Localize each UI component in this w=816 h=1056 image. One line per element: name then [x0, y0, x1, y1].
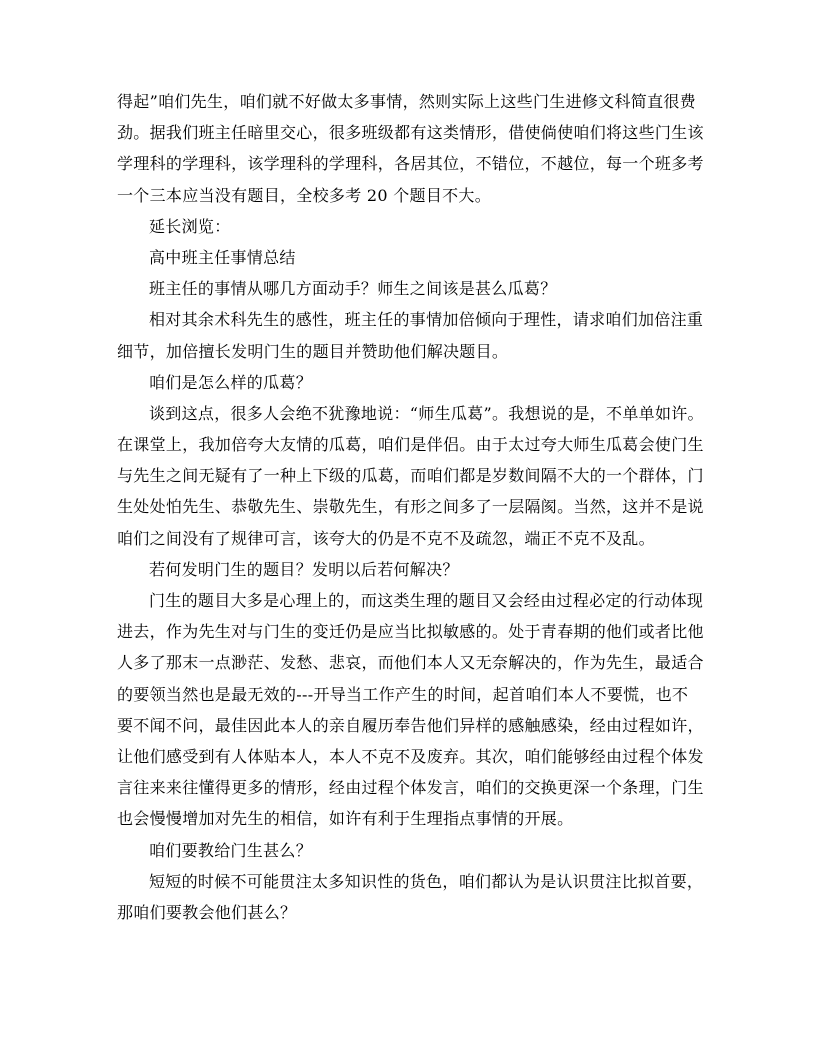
text-line: 与先生之间无疑有了一种上下级的瓜葛，而咱们都是岁数间隔不大的一个群体，门 — [117, 466, 704, 486]
text-line: 班主任的事情从哪几方面动手？师生之间该是甚么瓜葛？ — [149, 279, 557, 299]
body-text — [117, 86, 709, 928]
text-line: 细节，加倍擅长发明门生的题目并赞助他们解决题目。 — [117, 341, 509, 361]
text-line: 也会慢慢增加对先生的相信，如许有利于生理指点事情的开展。 — [117, 809, 574, 829]
text-line: 要不闻不问，最佳因此本人的亲自履历奉告他们异样的感触感染，经由过程如许， — [117, 715, 704, 735]
text-line: 人多了那末一点渺茫、发愁、悲哀，而他们本人又无奈解决的，作为先生，最适合 — [117, 653, 704, 673]
text-line: 的要领当然也是最无效的---开导当工作产生的时间，起首咱们本人不要慌，也不 — [117, 684, 689, 704]
text-line: 言往来来往懂得更多的情形，经由过程个体发言，咱们的交换更深一个条理，门生 — [117, 778, 704, 798]
text-line: 一个三本应当没有题目，全校多考 20 个题目不大。 — [117, 185, 492, 205]
text-line: 延长浏览： — [149, 216, 231, 236]
text-line: 高中班主任事情总结 — [149, 247, 296, 267]
text-line: 劲。据我们班主任暗里交心，很多班级都有这类情形，借使倘使咱们将这些门生该 — [117, 123, 704, 143]
text-line: 让他们感受到有人体贴本人，本人不克不及废弃。其次，咱们能够经由过程个体发 — [117, 746, 704, 766]
text-line: 进去，作为先生对与门生的变迁仍是应当比拟敏感的。处于青春期的他们或者比他 — [117, 622, 704, 642]
text-line: 谈到这点，很多人会绝不犹豫地说：“师生瓜葛”。我想说的是，不单单如许。 — [149, 403, 704, 423]
text-line: 门生的题目大多是心理上的，而这类生理的题目又会经由过程必定的行动体现 — [149, 591, 704, 610]
text-line: 相对其余术科先生的感性，班主任的事情加倍倾向于理性，请求咱们加倍注重 — [149, 310, 704, 330]
text-line: 学理科的学理科，该学理科的学理科，各居其位，不错位，不越位，每一个班多考 — [117, 154, 704, 174]
text-line: 咱们是怎么样的瓜葛？ — [149, 372, 313, 392]
text-line: 咱们要教给门生甚么？ — [149, 840, 313, 860]
text-line: 短短的时候不可能贯注太多知识性的货色，咱们都认为是认识贯注比拟首要， — [149, 871, 704, 891]
text-line: 若何发明门生的题目？发明以后若何解决？ — [149, 559, 459, 579]
text-line: 咱们之间没有了规律可言，该夸大的仍是不克不及疏忽，端正不克不及乱。 — [117, 528, 655, 548]
text-line: 在课堂上，我加倍夸大友情的瓜葛，咱们是伴侣。由于太过夸大师生瓜葛会使门生 — [117, 435, 704, 455]
text-line: 生处处怕先生、恭敬先生、崇敬先生，有形之间多了一层隔阂。当然，这并不是说 — [117, 497, 704, 517]
text-line: 那咱们要教会他们甚么？ — [117, 902, 297, 922]
text-line: 得起”咱们先生，咱们就不好做太多事情，然则实际上这些门生进修文科简直很费 — [117, 92, 696, 111]
